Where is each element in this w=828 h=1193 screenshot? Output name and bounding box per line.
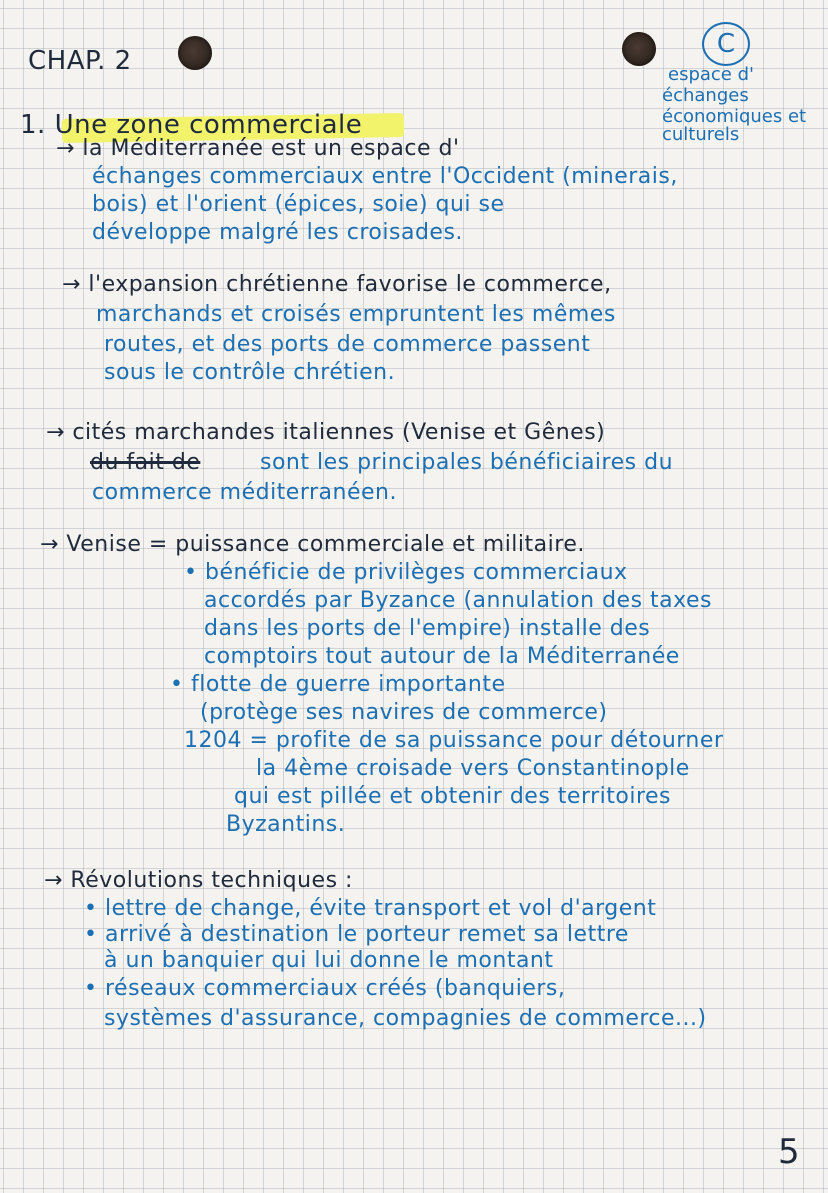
p3-line-1: → cités marchandes italiennes (Venise et Gênes) — [46, 420, 606, 445]
p4-bullet-1: • bénéficie de privilèges commerciaux — [184, 560, 628, 586]
p1-line-3: bois) et l'orient (épices, soie) qui se — [92, 192, 505, 217]
p5-bullet-3: • réseaux commerciaux créés (banquiers, — [84, 976, 565, 1002]
p5-bullet-1: • lettre de change, évite transport et vol d'argent — [84, 896, 656, 922]
p4-line-8: 1204 = profite de sa puissance pour détourner — [184, 728, 724, 753]
p4-line-7: (protège ses navires de commerce) — [200, 700, 608, 725]
p5-bullet-2: • arrivé à destination le porteur remet sa lettre — [84, 922, 629, 948]
p1-line-2: échanges commerciaux entre l'Occident (minerais, — [92, 164, 678, 189]
p1-line-4: développe malgré les croisades. — [92, 220, 463, 245]
section-heading: 1. Une zone commerciale — [20, 110, 363, 140]
p4-line-5: comptoirs tout autour de la Méditerranée — [204, 644, 680, 669]
p4-bullet-2: • flotte de guerre importante — [170, 672, 506, 698]
p3-struck-text: du fait de — [90, 450, 201, 475]
section-letter-circle: C — [702, 22, 750, 66]
chapter-title: CHAP. 2 — [28, 46, 132, 76]
p5-line-1: → Révolutions techniques : — [44, 868, 353, 893]
p5-line-6: systèmes d'assurance, compagnies de commerce...) — [104, 1006, 707, 1031]
p3-line-2: sont les principales bénéficiaires du — [260, 450, 674, 475]
p5-line-4: à un banquier qui lui donne le montant — [104, 948, 554, 973]
p2-line-2: marchands et croisés empruntent les mêmes — [96, 302, 616, 327]
p1-line-1: → la Méditerranée est un espace d' — [56, 136, 460, 161]
p2-line-1: → l'expansion chrétienne favorise le commerce, — [62, 272, 612, 297]
p4-line-1: → Venise = puissance commerciale et militaire. — [40, 532, 585, 557]
p4-line-10: qui est pillée et obtenir des territoires — [234, 784, 672, 809]
p2-line-3: routes, et des ports de commerce passent — [104, 332, 591, 357]
p4-line-4: dans les ports de l'empire) installe des — [204, 616, 651, 641]
p4-line-3: accordés par Byzance (annulation des taxes — [204, 588, 712, 613]
margin-note-2: échanges — [662, 85, 749, 106]
margin-note-3: économiques et — [662, 106, 807, 127]
margin-note-1: espace d' — [668, 64, 754, 85]
p3-line-3: commerce méditerranéen. — [92, 480, 397, 505]
punch-hole-right — [622, 32, 656, 66]
p4-line-11: Byzantins. — [226, 812, 346, 837]
punch-hole-left — [178, 36, 212, 70]
margin-note-4: culturels — [662, 124, 740, 145]
p2-line-4: sous le contrôle chrétien. — [104, 360, 396, 385]
p4-line-9: la 4ème croisade vers Constantinople — [256, 756, 690, 781]
page-number: 5 — [778, 1132, 801, 1172]
